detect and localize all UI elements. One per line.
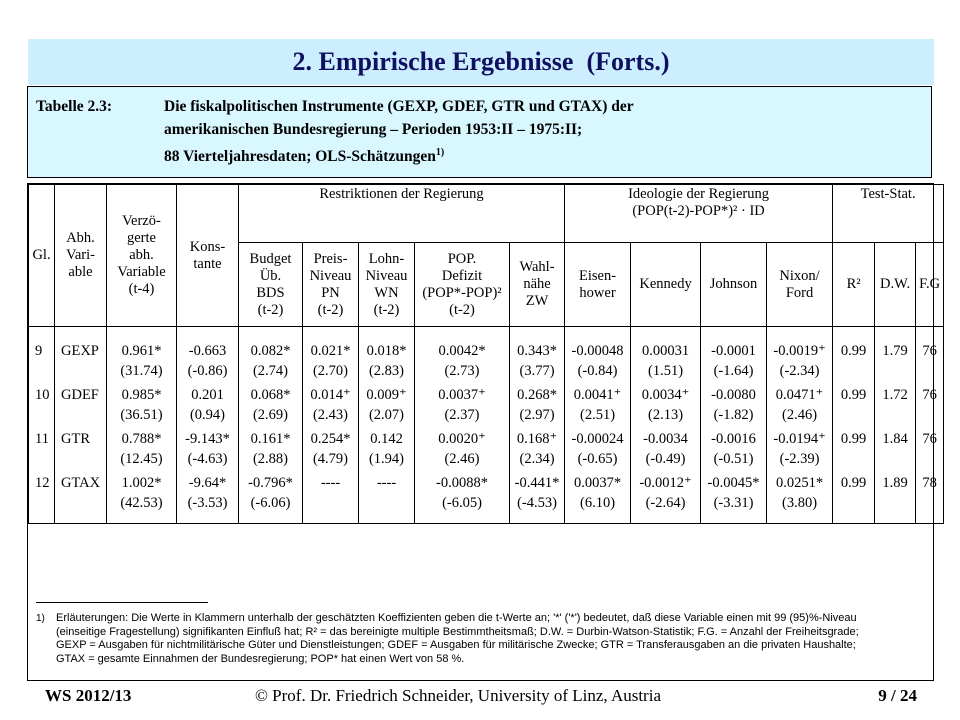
cell-r2: 0.99 <box>833 429 875 473</box>
cell-pn: 0.021* (2.70) <box>303 327 359 386</box>
cell-pop: 0.0020⁺ (2.46) <box>415 429 510 473</box>
results-table <box>28 184 944 524</box>
cell-johnson: -0.0001 (-1.64) <box>701 327 767 386</box>
cell-bds: -0.796* (-6.06) <box>239 473 303 524</box>
col-eisenhower: Eisen- hower <box>565 243 631 327</box>
cell-pn: ---- <box>303 473 359 524</box>
table-caption <box>27 86 932 178</box>
footer-author: © Prof. Dr. Friedrich Schneider, University of Linz, Austria <box>255 686 661 705</box>
cell-lag: 1.002* (42.53) <box>107 473 177 524</box>
cell-gl: 11 <box>29 429 55 473</box>
cell-dependent: GTAX <box>55 473 107 524</box>
cell-eisenhower: 0.0041⁺ (2.51) <box>565 385 631 429</box>
cell-bds: 0.068* (2.69) <box>239 385 303 429</box>
group-test-stat: Test-Stat. <box>833 185 944 243</box>
cell-wn: 0.009⁺ (2.07) <box>359 385 415 429</box>
cell-const: 0.201 (0.94) <box>177 385 239 429</box>
table-notes <box>36 602 926 666</box>
cell-bds: 0.082* (2.74) <box>239 327 303 386</box>
notes-footnote-mark: 1) <box>36 613 45 624</box>
slide-title: 2. Empirische Ergebnisse (Forts.) <box>28 39 934 85</box>
footer-page-number: 9 / 24 <box>878 686 917 705</box>
col-budget-bds: Budget Üb. BDS (t-2) <box>239 243 303 327</box>
caption-line-3: 88 Vierteljahresdaten; OLS-Schätzungen <box>164 148 436 166</box>
cell-r2: 0.99 <box>833 473 875 524</box>
cell-pop: -0.0088* (-6.05) <box>415 473 510 524</box>
col-johnson: Johnson <box>701 243 767 327</box>
col-dependent-variable: Abh. Vari- able <box>55 185 107 327</box>
notes-divider <box>36 602 208 603</box>
cell-lag: 0.985* (36.51) <box>107 385 177 429</box>
col-election-proximity: Wahl- nähe ZW <box>510 243 565 327</box>
table-row <box>29 473 944 524</box>
cell-const: -9.143* (-4.63) <box>177 429 239 473</box>
col-nixon-ford: Nixon/ Ford <box>767 243 833 327</box>
group-restrictions: Restriktionen der Regierung <box>239 185 565 243</box>
col-wage-level: Lohn- Niveau WN (t-2) <box>359 243 415 327</box>
col-pop-deficit: POP. Defizit (POP*-POP)² (t-2) <box>415 243 510 327</box>
caption-footnote-mark: 1) <box>435 147 445 158</box>
cell-dw: 1.79 <box>875 327 916 386</box>
cell-dw: 1.89 <box>875 473 916 524</box>
cell-pn: 0.014⁺ (2.43) <box>303 385 359 429</box>
cell-pop: 0.0042* (2.73) <box>415 327 510 386</box>
cell-dependent: GDEF <box>55 385 107 429</box>
cell-pn: 0.254* (4.79) <box>303 429 359 473</box>
cell-kennedy: 0.0034⁺ (2.13) <box>631 385 701 429</box>
cell-r2: 0.99 <box>833 327 875 386</box>
cell-zw: 0.168⁺ (2.34) <box>510 429 565 473</box>
cell-r2: 0.99 <box>833 385 875 429</box>
cell-eisenhower: 0.0037* (6.10) <box>565 473 631 524</box>
slide-footer <box>45 686 917 708</box>
col-fg: F.G <box>916 243 944 327</box>
cell-zw: 0.268* (2.97) <box>510 385 565 429</box>
notes-line-2: (einseitige Fragestellung) signifikanten Einfluß hat; R² = das bereinigte multiple Bestimmtheitsmaß; D.W. = Durbin-Watson-Statistik; F.G. = Anzahl der Freiheitsgrade; <box>56 625 859 638</box>
table-row <box>29 327 944 386</box>
table-row <box>29 429 944 473</box>
cell-wn: 0.018* (2.83) <box>359 327 415 386</box>
caption-line-2: amerikanischen Bundesregierung – Perioden 1953:II – 1975:II; <box>164 121 583 138</box>
col-lagged-variable: Verzö- gerte abh. Variable (t-4) <box>107 185 177 327</box>
results-table-frame <box>27 183 941 681</box>
cell-wn: 0.142 (1.94) <box>359 429 415 473</box>
cell-johnson: -0.0016 (-0.51) <box>701 429 767 473</box>
cell-dw: 1.84 <box>875 429 916 473</box>
cell-dependent: GEXP <box>55 327 107 386</box>
caption-line-1: Die fiskalpolitischen Instrumente (GEXP, GDEF, GTR und GTAX) der <box>164 98 634 115</box>
col-price-level: Preis- Niveau PN (t-2) <box>303 243 359 327</box>
cell-zw: 0.343* (3.77) <box>510 327 565 386</box>
cell-johnson: -0.0045* (-3.31) <box>701 473 767 524</box>
cell-gl: 9 <box>29 327 55 386</box>
notes-line-4: GTAX = gesamte Einnahmen der Bundesregierung; POP* hat einen Wert von 58 %. <box>56 652 465 665</box>
cell-lag: 0.788* (12.45) <box>107 429 177 473</box>
cell-const: -9.64* (-3.53) <box>177 473 239 524</box>
cell-fg: 76 <box>916 385 944 429</box>
table-row <box>29 385 944 429</box>
cell-fg: 78 <box>916 473 944 524</box>
cell-johnson: -0.0080 (-1.82) <box>701 385 767 429</box>
col-gl: Gl. <box>29 185 55 327</box>
cell-dependent: GTR <box>55 429 107 473</box>
footer-semester: WS 2012/13 <box>45 686 132 705</box>
cell-nixon: -0.0194⁺ (-2.39) <box>767 429 833 473</box>
cell-fg: 76 <box>916 327 944 386</box>
col-constant: Kons- tante <box>177 185 239 327</box>
cell-kennedy: -0.0012⁺ (-2.64) <box>631 473 701 524</box>
cell-kennedy: -0.0034 (-0.49) <box>631 429 701 473</box>
cell-gl: 12 <box>29 473 55 524</box>
group-ideology: Ideologie der Regierung (POP(t-2)-POP*)² · ID <box>565 185 833 243</box>
cell-fg: 76 <box>916 429 944 473</box>
notes-line-1: Erläuterungen: Die Werte in Klammern unterhalb der geschätzten Koeffizienten geben die t-Werte an; '*' ('*') bedeutet, daß diese Variable einen mit 99 (95)%-Niveau <box>56 612 857 624</box>
cell-kennedy: 0.00031 (1.51) <box>631 327 701 386</box>
cell-pop: 0.0037⁺ (2.37) <box>415 385 510 429</box>
cell-lag: 0.961* (31.74) <box>107 327 177 386</box>
cell-nixon: 0.0251* (3.80) <box>767 473 833 524</box>
col-r2: R² <box>833 243 875 327</box>
cell-nixon: -0.0019⁺ (-2.34) <box>767 327 833 386</box>
caption-label: Tabelle 2.3: <box>36 98 113 115</box>
col-dw: D.W. <box>875 243 916 327</box>
cell-wn: ---- <box>359 473 415 524</box>
cell-eisenhower: -0.00024 (-0.65) <box>565 429 631 473</box>
cell-zw: -0.441* (-4.53) <box>510 473 565 524</box>
cell-nixon: 0.0471⁺ (2.46) <box>767 385 833 429</box>
cell-dw: 1.72 <box>875 385 916 429</box>
cell-gl: 10 <box>29 385 55 429</box>
cell-eisenhower: -0.00048 (-0.84) <box>565 327 631 386</box>
cell-const: -0.663 (-0.86) <box>177 327 239 386</box>
cell-bds: 0.161* (2.88) <box>239 429 303 473</box>
notes-line-3: GEXP = Ausgaben für nichtmilitärische Güter und Dienstleistungen; GDEF = Ausgaben für militärische Zwecke; GTR = Transferausgaben an die privaten Haushalte; <box>56 639 856 651</box>
col-kennedy: Kennedy <box>631 243 701 327</box>
